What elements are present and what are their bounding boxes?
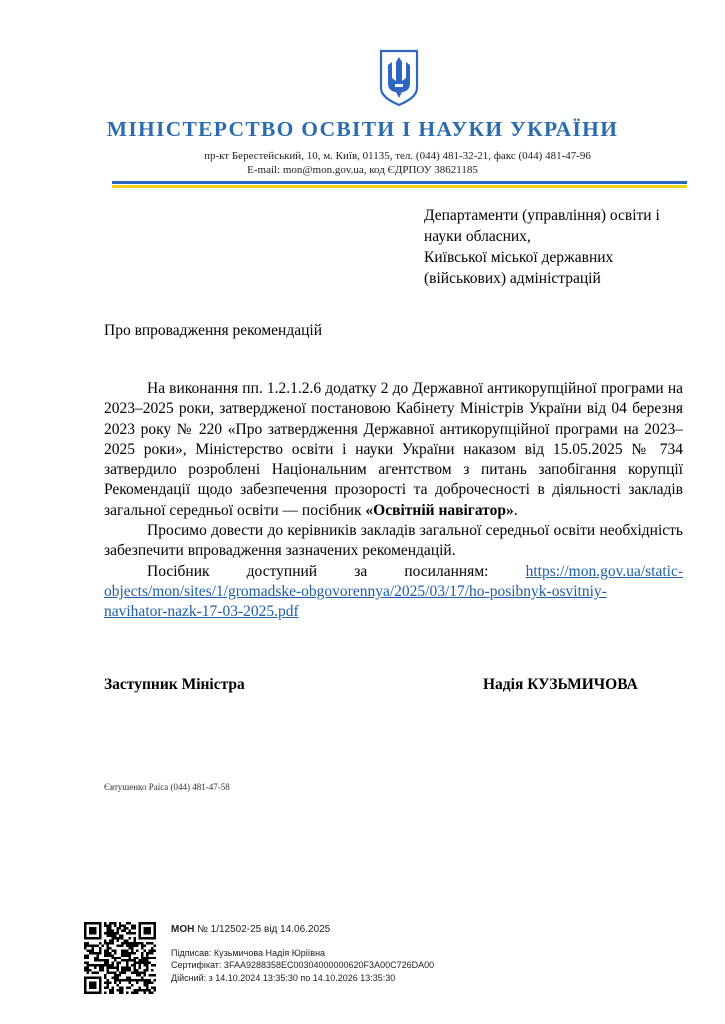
- ministry-title: МІНІСТЕРСТВО ОСВІТИ І НАУКИ УКРАЇНИ: [106, 117, 619, 141]
- addressee-block: [424, 205, 689, 289]
- body-word: Посібник: [147, 562, 210, 580]
- ministry-address: пр-кт Берестейський, 10, м. Київ, 01135, тел. (044) 481-32-21, факс (044) 481-47-96: [204, 150, 591, 162]
- registration-number: № 1/12502-25 від 14.06.2025: [197, 924, 331, 935]
- guide-title: «Освітній навігатор»: [365, 501, 514, 519]
- validity-line: Дійсний: з 14.10.2024 13:35:30 по 14.10.2026 13:35:30: [171, 972, 396, 983]
- body-word: посиланням:: [404, 562, 489, 580]
- header-stripe-blue: [112, 181, 687, 184]
- ministry-email: E-mail: mon@mon.gov.ua, код ЄДРПОУ 38621185: [247, 164, 478, 176]
- addressee-line: Департаменти (управління) освіти і: [424, 207, 660, 224]
- addressee-line: Київської міської державних: [424, 249, 614, 266]
- body-paragraph-1-text: На виконання пп. 1.2.1.2.6 додатку 2 до Державної антикорупційної програми на 2023–2025 роки, затвердженої постановою Кабінету Міністрів України від 04 березня 2023 року № 220 «Про затвердження Державної антикорупційної програми на 2023–2025 роки», Міністерство освіти і науки України наказом від 15.05.2025 № 734 затвердило розроблені Національним агентством з питань запобігання корупції Рекомендації щодо забезпечення прозорості та доброчесності в діяльності закладів загальної середньої освіти — посібник: [104, 380, 683, 519]
- signer-line: Підписав: Кузьмичова Надія Юріївна: [171, 947, 326, 958]
- guide-link-part-3[interactable]: navihator-nazk-17-03-2025.pdf: [104, 603, 299, 621]
- body-paragraph-2: Просимо довести до керівників закладів загальної середньої освіти необхідність забезпечити впровадження зазначених рекомендацій.: [104, 522, 683, 560]
- executor-contact: Євтушенко Раїса (044) 481-47-58: [104, 782, 230, 792]
- body-paragraph-1: [104, 379, 683, 521]
- addressee-line: (військових) адміністрацій: [424, 270, 601, 287]
- guide-link-part-1[interactable]: https://mon.gov.ua/static-: [525, 562, 683, 580]
- body-paragraph-3-line: [104, 562, 683, 582]
- trident-emblem-icon: [378, 48, 420, 106]
- signatory-position: Заступник Міністра: [104, 676, 245, 693]
- body-word: за: [354, 562, 368, 580]
- body-paragraph-1-end: .: [513, 501, 518, 519]
- body-word: доступний: [246, 562, 318, 580]
- header-stripe-yellow: [112, 185, 687, 188]
- guide-link-line-3: [104, 602, 683, 622]
- registration-line: [171, 924, 434, 937]
- qr-code-icon: [84, 922, 156, 994]
- addressee-line: науки обласних,: [424, 228, 531, 245]
- guide-link-line-2: [104, 582, 683, 602]
- letter-subject: Про впровадження рекомендацій: [104, 322, 323, 339]
- e-signature-block: [171, 924, 434, 984]
- letter-body: [104, 379, 683, 623]
- signatory-name: Надія КУЗЬМИЧОВА: [483, 676, 638, 693]
- guide-link-part-2[interactable]: objects/mon/sites/1/gromadske-obgovorennya/2025/03/17/ho-posibnyk-osvitniy-: [104, 582, 607, 600]
- registration-org: МОН: [171, 924, 195, 935]
- certificate-line: Сертифікат: 3FAA9288358EC00304000000620F3A00C726DA00: [171, 960, 435, 970]
